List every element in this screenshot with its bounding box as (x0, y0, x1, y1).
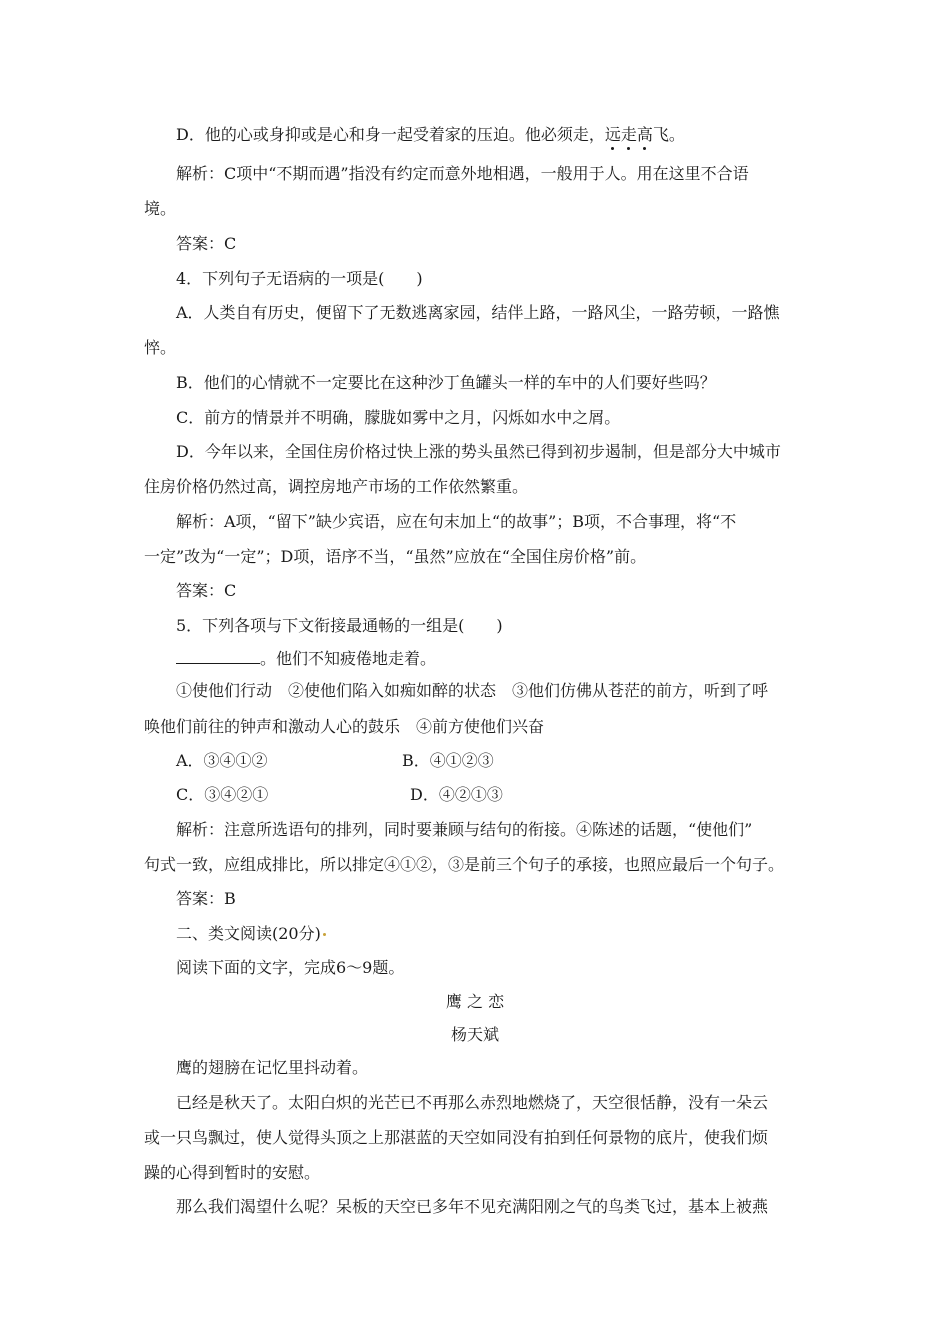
answer-line: 答案：B (176, 889, 236, 908)
fill-blank-line (176, 647, 436, 670)
article-title: 鹰 之 恋 (445, 992, 505, 1011)
analysis-line: 境。 (144, 199, 177, 218)
option-line: ①使他们行动 ②使他们陷入如痴如醉的状态 ③他们仿佛从苍茫的前方，听到了呼 (176, 681, 769, 700)
article-paragraph-line: 鹰的翅膀在记忆里抖动着。 (176, 1058, 369, 1077)
section-heading (176, 923, 326, 945)
stray-mark (323, 933, 326, 936)
question-line: 4．下列句子无语病的一项是( ) (176, 269, 423, 288)
text-segment: 。他们不知疲倦地走着。 (260, 649, 437, 668)
analysis-line: 解析：A项，“留下”缺少宾语，应在句末加上“的故事”；B项，不合事理，将“不 (176, 512, 737, 531)
analysis-line: 解析：注意所选语句的排列，同时要兼顾与结句的衔接。④陈述的话题，“使他们” (176, 820, 753, 839)
emphasis-char: 走 (620, 125, 637, 144)
option-line: D．今年以来，全国住房价格过快上涨的势头虽然已得到初步遏制，但是部分大中城市 (176, 442, 781, 461)
analysis-line: 句式一致，应组成排比，所以排定④①②，③是前三个句子的承接，也照应最后一个句子。 (144, 855, 785, 874)
article-paragraph-line: 或一只鸟飘过，使人觉得头顶之上那湛蓝的天空如同没有拍到任何景物的底片，使我们烦 (144, 1128, 769, 1147)
choice-a: A．③④①② (176, 751, 268, 770)
option-line: B．他们的心情就不一定要比在这种沙丁鱼罐头一样的车中的人们要好些吗？ (176, 373, 716, 392)
text-segment: 二、类文阅读(20分) (176, 924, 321, 943)
answer-blank (176, 647, 260, 664)
article-paragraph-line: 那么我们渴望什么呢？呆板的天空已多年不见充满阳刚之气的鸟类飞过，基本上被燕 (176, 1197, 769, 1216)
emphasis-char: 高 (636, 125, 653, 144)
option-d-line (176, 124, 685, 146)
emphasis-char: 远 (604, 125, 621, 144)
answer-line: 答案：C (176, 234, 237, 253)
option-line: C．前方的情景并不明确，朦胧如雾中之月，闪烁如水中之屑。 (176, 408, 621, 427)
instruction-line: 阅读下面的文字，完成6～9题。 (176, 958, 405, 977)
option-line: 悴。 (144, 338, 177, 357)
answer-line: 答案：C (176, 581, 237, 600)
analysis-line: 解析：C项中“不期而遇”指没有约定而意外地相遇，一般用于人。用在这里不合语 (176, 164, 749, 183)
question-line: 5．下列各项与下文衔接最通畅的一组是( ) (176, 616, 503, 635)
option-line: A．人类自有历史，便留下了无数逃离家园，结伴上路，一路风尘，一路劳顿，一路憔 (176, 303, 780, 322)
choice-b: B．④①②③ (402, 751, 494, 770)
option-line: 住房价格仍然过高，调控房地产市场的工作依然繁重。 (144, 477, 529, 496)
choice-c: C．③④②① (176, 785, 269, 804)
article-paragraph-line: 躁的心得到暂时的安慰。 (144, 1163, 321, 1182)
analysis-line: 一定”改为“一定”；D项，语序不当，“虽然”应放在“全国住房价格”前。 (144, 547, 647, 566)
article-paragraph-line: 已经是秋天了。太阳白炽的光芒已不再那么赤烈地燃烧了，天空很恬静，没有一朵云 (176, 1093, 769, 1112)
article-author: 杨天斌 (450, 1025, 499, 1044)
option-line: 唤他们前往的钟声和激动人心的鼓乐 ④前方使他们兴奋 (144, 717, 545, 736)
text-segment: D．他的心或身抑或是心和身一起受着家的压迫。他必须走， (176, 125, 605, 144)
text-segment: 飞。 (652, 125, 685, 144)
choice-d: D．④②①③ (410, 785, 503, 804)
